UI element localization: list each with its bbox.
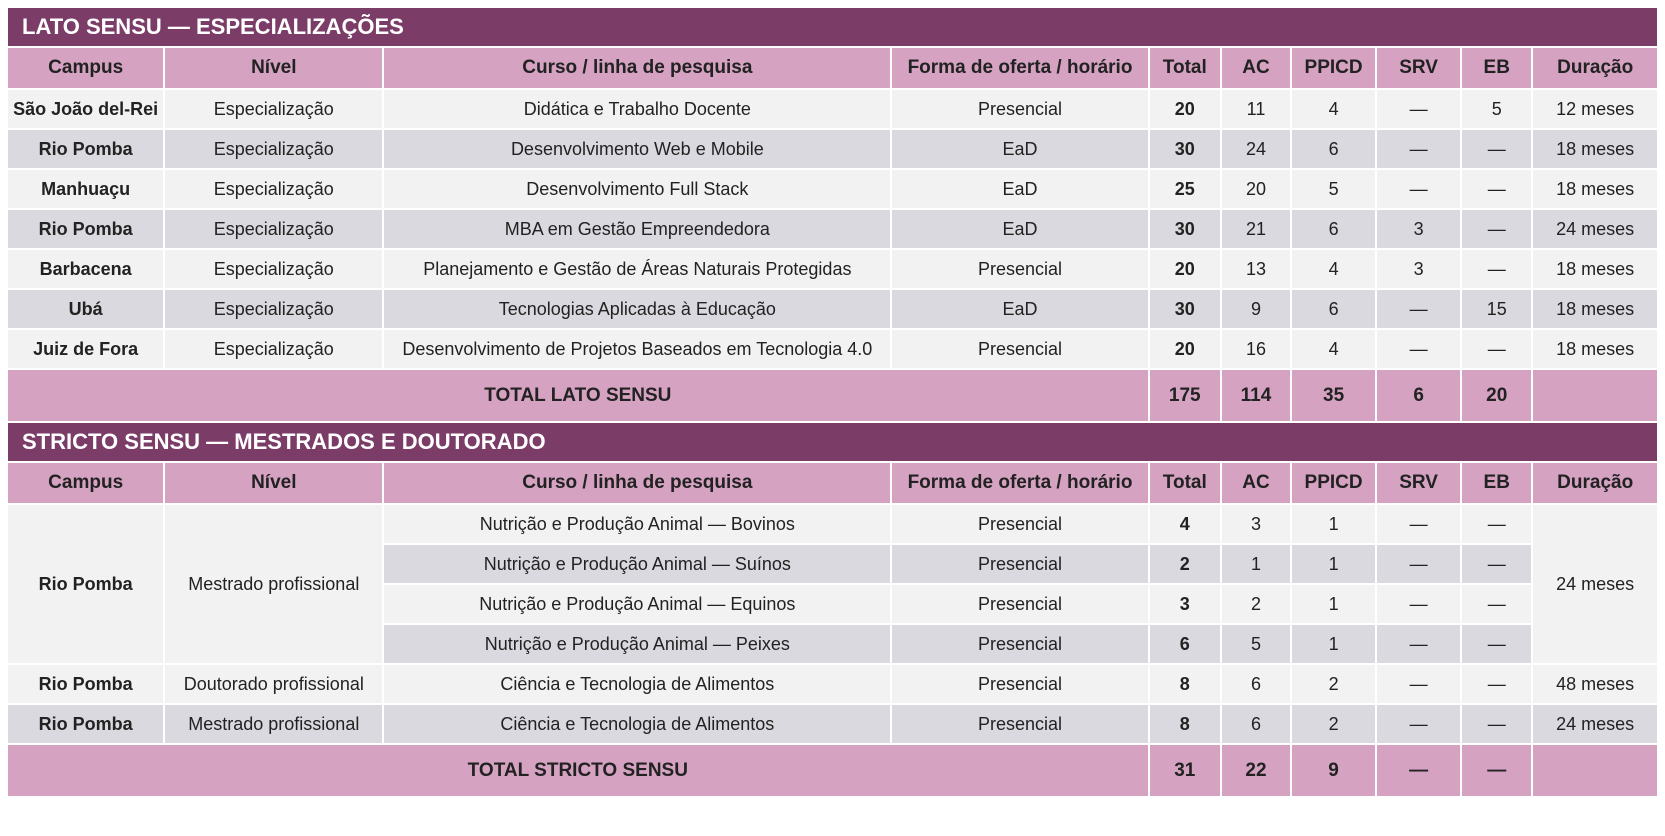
- cell-nivel: Especialização: [164, 289, 383, 329]
- cell-duracao: 24 meses: [1532, 704, 1658, 744]
- cell-ac: 13: [1221, 249, 1291, 289]
- table-row: [7, 209, 1658, 249]
- cell-duracao: 18 meses: [1532, 249, 1658, 289]
- stricto-total-row: [7, 744, 1658, 797]
- cell-eb: —: [1461, 329, 1532, 369]
- cell-campus: Rio Pomba: [7, 664, 164, 704]
- cell-forma: EaD: [891, 289, 1148, 329]
- stricto-section-header: [7, 422, 1658, 462]
- cell-ppicd: 1: [1291, 504, 1376, 544]
- cell-ppicd: 1: [1291, 624, 1376, 664]
- lato-total-total: 175: [1149, 369, 1221, 422]
- cell-nivel: Especialização: [164, 129, 383, 169]
- table-row: [7, 329, 1658, 369]
- cell-curso: Ciência e Tecnologia de Alimentos: [383, 704, 891, 744]
- cell-curso: Ciência e Tecnologia de Alimentos: [383, 664, 891, 704]
- lato-total-label: TOTAL LATO SENSU: [7, 369, 1149, 422]
- lato-total-ac: 114: [1221, 369, 1291, 422]
- cell-ppicd: 6: [1291, 129, 1376, 169]
- cell-forma: Presencial: [891, 704, 1148, 744]
- cell-srv: —: [1376, 129, 1461, 169]
- cell-campus: Manhuaçu: [7, 169, 164, 209]
- cell-ac: 9: [1221, 289, 1291, 329]
- cell-eb: —: [1461, 624, 1532, 664]
- cell-forma: Presencial: [891, 89, 1148, 129]
- cell-ac: 5: [1221, 624, 1291, 664]
- cell-total: 30: [1149, 209, 1221, 249]
- stricto-total-total: 31: [1149, 744, 1221, 797]
- cell-total: 30: [1149, 129, 1221, 169]
- cell-campus: Rio Pomba: [7, 704, 164, 744]
- cell-forma: EaD: [891, 209, 1148, 249]
- cell-nivel: Especialização: [164, 329, 383, 369]
- cell-ac: 3: [1221, 504, 1291, 544]
- cell-eb: —: [1461, 704, 1532, 744]
- cell-srv: —: [1376, 584, 1461, 624]
- header-nivel: Nível: [164, 462, 383, 504]
- header-srv: SRV: [1376, 47, 1461, 89]
- cell-ac: 24: [1221, 129, 1291, 169]
- cell-total: 20: [1149, 89, 1221, 129]
- cell-curso: Nutrição e Produção Animal — Peixes: [383, 624, 891, 664]
- cell-nivel-merged: Mestrado profissional: [164, 504, 383, 664]
- cell-nivel: Especialização: [164, 89, 383, 129]
- stricto-total-label: TOTAL STRICTO SENSU: [7, 744, 1149, 797]
- cell-duracao-merged: 24 meses: [1532, 504, 1658, 664]
- cell-total: 8: [1149, 664, 1221, 704]
- cell-srv: 3: [1376, 209, 1461, 249]
- cell-forma: Presencial: [891, 504, 1148, 544]
- table-row: [7, 129, 1658, 169]
- cell-curso: Nutrição e Produção Animal — Bovinos: [383, 504, 891, 544]
- cell-srv: 3: [1376, 249, 1461, 289]
- header-forma: Forma de oferta / horário: [891, 47, 1148, 89]
- cell-total: 30: [1149, 289, 1221, 329]
- cell-eb: —: [1461, 584, 1532, 624]
- cell-duracao: 24 meses: [1532, 209, 1658, 249]
- cell-eb: —: [1461, 169, 1532, 209]
- cell-curso: Desenvolvimento Web e Mobile: [383, 129, 891, 169]
- table-row: [7, 504, 1658, 544]
- cell-campus: Juiz de Fora: [7, 329, 164, 369]
- stricto-total-duracao: [1532, 744, 1658, 797]
- cell-duracao: 18 meses: [1532, 129, 1658, 169]
- header-total: Total: [1149, 47, 1221, 89]
- header-eb: EB: [1461, 47, 1532, 89]
- cell-srv: —: [1376, 624, 1461, 664]
- cell-campus: Barbacena: [7, 249, 164, 289]
- cell-campus: Rio Pomba: [7, 129, 164, 169]
- cell-duracao: 18 meses: [1532, 169, 1658, 209]
- cell-duracao: 18 meses: [1532, 289, 1658, 329]
- cell-curso: Nutrição e Produção Animal — Equinos: [383, 584, 891, 624]
- cell-campus: Ubá: [7, 289, 164, 329]
- table-row: [7, 289, 1658, 329]
- cell-eb: 5: [1461, 89, 1532, 129]
- header-ac: AC: [1221, 47, 1291, 89]
- vacancies-table: [6, 6, 1659, 798]
- cell-campus: Rio Pomba: [7, 209, 164, 249]
- cell-ac: 21: [1221, 209, 1291, 249]
- cell-curso: Nutrição e Produção Animal — Suínos: [383, 544, 891, 584]
- cell-curso: MBA em Gestão Empreendedora: [383, 209, 891, 249]
- stricto-total-ppicd: 9: [1291, 744, 1376, 797]
- cell-ac: 16: [1221, 329, 1291, 369]
- cell-ppicd: 2: [1291, 664, 1376, 704]
- cell-eb: —: [1461, 504, 1532, 544]
- table-row: [7, 89, 1658, 129]
- cell-srv: —: [1376, 664, 1461, 704]
- stricto-total-eb: —: [1461, 744, 1532, 797]
- header-campus: Campus: [7, 462, 164, 504]
- cell-srv: —: [1376, 89, 1461, 129]
- cell-total: 8: [1149, 704, 1221, 744]
- stricto-section-title: STRICTO SENSU — MESTRADOS E DOUTORADO: [7, 422, 1658, 462]
- cell-srv: —: [1376, 289, 1461, 329]
- cell-curso: Tecnologias Aplicadas à Educação: [383, 289, 891, 329]
- cell-srv: —: [1376, 504, 1461, 544]
- cell-eb: —: [1461, 249, 1532, 289]
- stricto-total-srv: —: [1376, 744, 1461, 797]
- cell-nivel: Especialização: [164, 249, 383, 289]
- cell-campus: São João del-Rei: [7, 89, 164, 129]
- lato-total-ppicd: 35: [1291, 369, 1376, 422]
- cell-nivel: Mestrado profissional: [164, 704, 383, 744]
- cell-total: 25: [1149, 169, 1221, 209]
- cell-ppicd: 4: [1291, 89, 1376, 129]
- cell-forma: Presencial: [891, 249, 1148, 289]
- header-duracao: Duração: [1532, 47, 1658, 89]
- stricto-column-headers: [7, 462, 1658, 504]
- cell-ppicd: 4: [1291, 329, 1376, 369]
- cell-curso: Didática e Trabalho Docente: [383, 89, 891, 129]
- header-eb: EB: [1461, 462, 1532, 504]
- cell-forma: Presencial: [891, 584, 1148, 624]
- lato-total-duracao: [1532, 369, 1658, 422]
- cell-srv: —: [1376, 329, 1461, 369]
- cell-ac: 6: [1221, 704, 1291, 744]
- cell-ppicd: 2: [1291, 704, 1376, 744]
- cell-nivel: Especialização: [164, 209, 383, 249]
- vacancies-table-container: [6, 6, 1659, 798]
- cell-ppicd: 1: [1291, 584, 1376, 624]
- lato-column-headers: [7, 47, 1658, 89]
- cell-curso: Desenvolvimento de Projetos Baseados em Tecnologia 4.0: [383, 329, 891, 369]
- table-row: [7, 664, 1658, 704]
- header-nivel: Nível: [164, 47, 383, 89]
- cell-eb: —: [1461, 209, 1532, 249]
- header-ppicd: PPICD: [1291, 47, 1376, 89]
- cell-ppicd: 4: [1291, 249, 1376, 289]
- header-forma: Forma de oferta / horário: [891, 462, 1148, 504]
- cell-ppicd: 5: [1291, 169, 1376, 209]
- cell-nivel: Especialização: [164, 169, 383, 209]
- cell-ac: 11: [1221, 89, 1291, 129]
- header-curso: Curso / linha de pesquisa: [383, 47, 891, 89]
- header-ppicd: PPICD: [1291, 462, 1376, 504]
- header-total: Total: [1149, 462, 1221, 504]
- header-campus: Campus: [7, 47, 164, 89]
- cell-ac: 20: [1221, 169, 1291, 209]
- header-srv: SRV: [1376, 462, 1461, 504]
- cell-eb: —: [1461, 664, 1532, 704]
- stricto-total-ac: 22: [1221, 744, 1291, 797]
- table-row: [7, 249, 1658, 289]
- cell-forma: Presencial: [891, 624, 1148, 664]
- cell-curso: Desenvolvimento Full Stack: [383, 169, 891, 209]
- lato-section-header: [7, 7, 1658, 47]
- cell-forma: Presencial: [891, 664, 1148, 704]
- cell-total: 3: [1149, 584, 1221, 624]
- lato-section-title: LATO SENSU — ESPECIALIZAÇÕES: [7, 7, 1658, 47]
- cell-total: 4: [1149, 504, 1221, 544]
- table-row: [7, 704, 1658, 744]
- cell-srv: —: [1376, 544, 1461, 584]
- cell-forma: EaD: [891, 169, 1148, 209]
- cell-eb: 15: [1461, 289, 1532, 329]
- header-ac: AC: [1221, 462, 1291, 504]
- cell-duracao: 18 meses: [1532, 329, 1658, 369]
- cell-forma: Presencial: [891, 544, 1148, 584]
- cell-duracao: 12 meses: [1532, 89, 1658, 129]
- cell-nivel: Doutorado profissional: [164, 664, 383, 704]
- cell-total: 20: [1149, 329, 1221, 369]
- cell-total: 20: [1149, 249, 1221, 289]
- cell-ppicd: 6: [1291, 289, 1376, 329]
- cell-ppicd: 1: [1291, 544, 1376, 584]
- cell-ac: 6: [1221, 664, 1291, 704]
- cell-eb: —: [1461, 544, 1532, 584]
- cell-total: 2: [1149, 544, 1221, 584]
- cell-ac: 2: [1221, 584, 1291, 624]
- header-curso: Curso / linha de pesquisa: [383, 462, 891, 504]
- cell-campus-merged: Rio Pomba: [7, 504, 164, 664]
- table-row: [7, 169, 1658, 209]
- cell-curso: Planejamento e Gestão de Áreas Naturais Protegidas: [383, 249, 891, 289]
- lato-total-srv: 6: [1376, 369, 1461, 422]
- lato-total-row: [7, 369, 1658, 422]
- cell-forma: EaD: [891, 129, 1148, 169]
- cell-forma: Presencial: [891, 329, 1148, 369]
- cell-ac: 1: [1221, 544, 1291, 584]
- cell-duracao: 48 meses: [1532, 664, 1658, 704]
- cell-srv: —: [1376, 704, 1461, 744]
- cell-ppicd: 6: [1291, 209, 1376, 249]
- cell-eb: —: [1461, 129, 1532, 169]
- cell-total: 6: [1149, 624, 1221, 664]
- lato-total-eb: 20: [1461, 369, 1532, 422]
- cell-srv: —: [1376, 169, 1461, 209]
- header-duracao: Duração: [1532, 462, 1658, 504]
